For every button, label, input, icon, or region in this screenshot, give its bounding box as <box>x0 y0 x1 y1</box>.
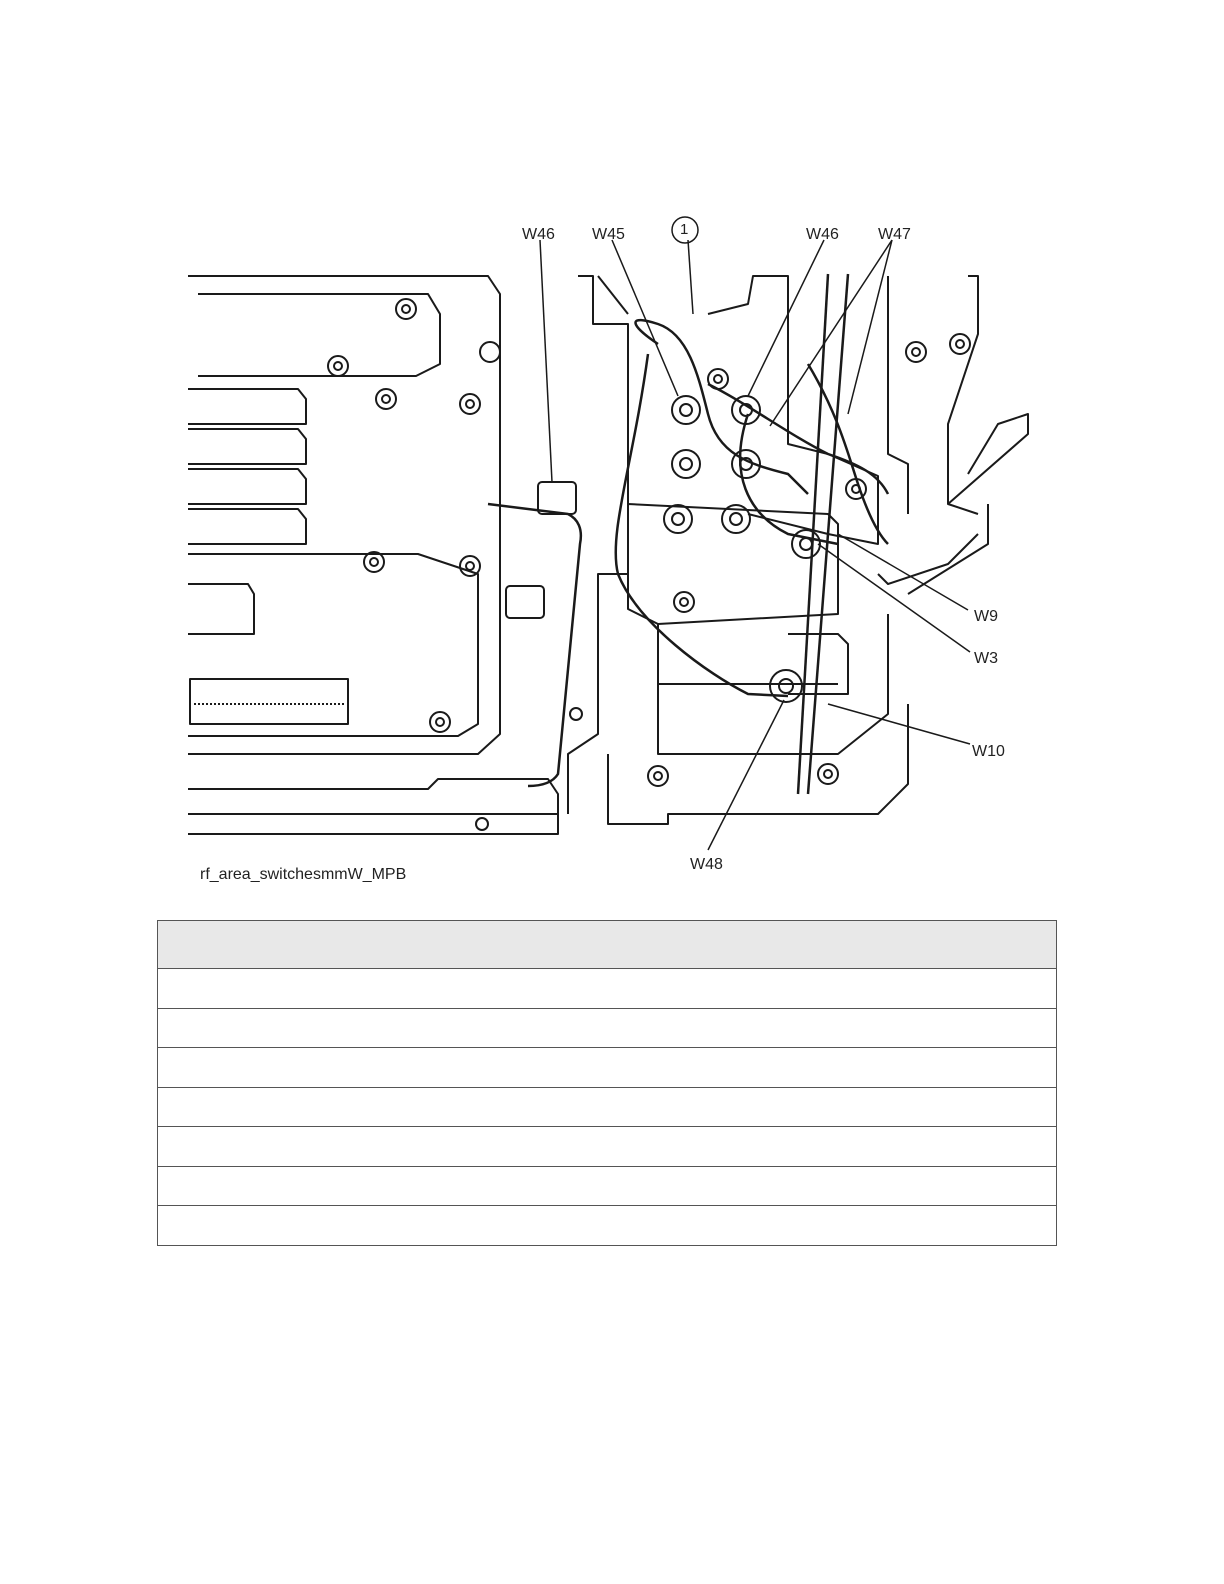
leader-lines <box>540 240 970 850</box>
switch-block <box>628 504 838 624</box>
table-cell <box>158 1206 1057 1246</box>
table-row <box>158 1048 1057 1088</box>
rf-area-switches-figure <box>188 214 1030 886</box>
table-row <box>158 1206 1057 1246</box>
callout-w10: W10 <box>972 743 1005 760</box>
table-cell <box>158 1048 1057 1088</box>
table-header-row <box>158 921 1057 969</box>
callout-item-1: 1 <box>680 221 689 238</box>
screws <box>328 299 970 830</box>
edge-connector <box>190 679 348 724</box>
board-housing-outline <box>188 276 500 754</box>
table-row <box>158 1008 1057 1048</box>
table-cell <box>158 1127 1057 1167</box>
table-row <box>158 1087 1057 1127</box>
table-cell <box>158 1087 1057 1127</box>
figure-caption: rf_area_switchesmmW_MPB <box>200 866 407 883</box>
callout-w45: W45 <box>592 226 625 243</box>
table-cell <box>158 969 1057 1009</box>
semi-rigid-cables <box>488 274 888 794</box>
table-row <box>158 1166 1057 1206</box>
callout-w46-right: W46 <box>806 226 839 243</box>
table-cell <box>158 1008 1057 1048</box>
table-row <box>158 969 1057 1009</box>
callout-w9: W9 <box>974 608 998 625</box>
table-header-cell <box>158 921 1057 969</box>
callout-w48: W48 <box>690 856 723 873</box>
callout-w46-left: W46 <box>522 226 555 243</box>
sma-connectors <box>506 396 820 702</box>
table-row <box>158 1127 1057 1167</box>
parts-table <box>157 920 1057 1246</box>
callout-w47: W47 <box>878 226 911 243</box>
callout-w3: W3 <box>974 650 998 667</box>
mechanical-drawing <box>188 214 1030 886</box>
base-plate <box>188 779 558 834</box>
table-cell <box>158 1166 1057 1206</box>
